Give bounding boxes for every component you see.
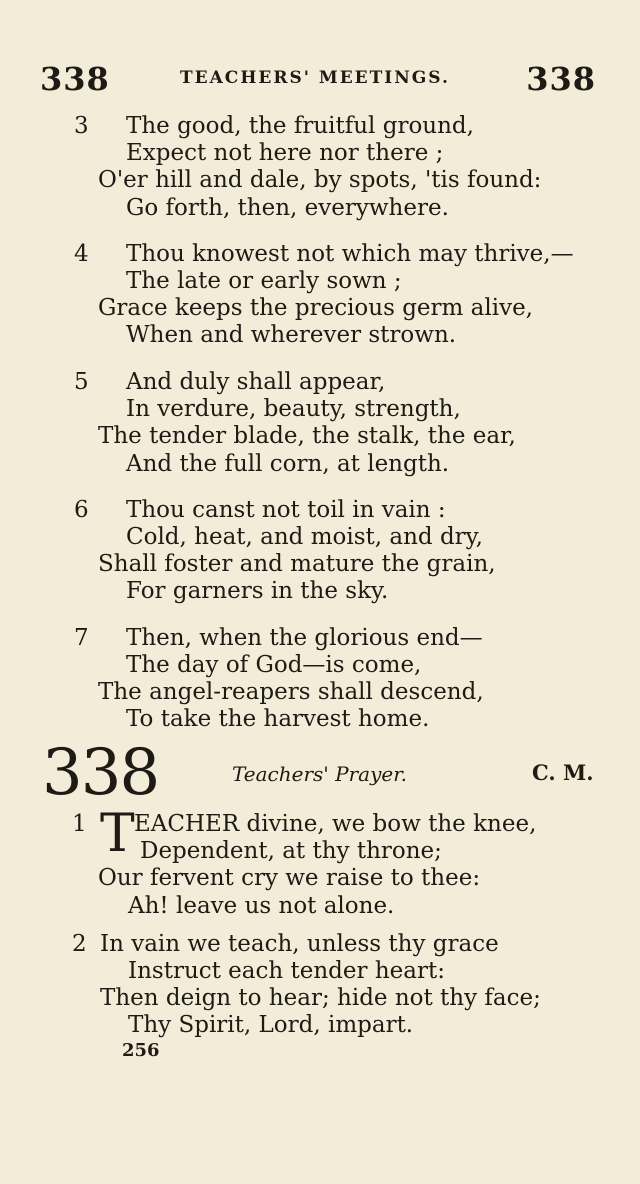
verse-line: EACHER divine, we bow the knee,	[134, 811, 537, 837]
verse-line: Cold, heat, and moist, and dry,	[126, 524, 483, 550]
hymn-heading	[0, 738, 640, 808]
page-header	[40, 60, 596, 100]
verse-line: The day of God—is come,	[126, 652, 422, 678]
drop-cap: T	[100, 804, 135, 864]
verse-line: Then deign to hear; hide not thy face;	[100, 985, 541, 1011]
stanza-number: 2	[72, 931, 87, 957]
verse-line: In vain we teach, unless thy grace	[100, 931, 499, 957]
stanza-number: 3	[74, 113, 89, 139]
verse-line: Then, when the glorious end—	[126, 625, 483, 651]
verse-line: The tender blade, the stalk, the ear,	[98, 423, 516, 449]
hymn-number: 338	[42, 736, 159, 810]
verse-line: When and wherever strown.	[126, 322, 457, 348]
verse-line: The good, the fruitful ground,	[126, 113, 474, 139]
verse-line: Ah! leave us not alone.	[128, 893, 395, 919]
stanza-number: 5	[74, 369, 89, 395]
verse-line: The late or early sown ;	[126, 268, 402, 294]
verse-line: Go forth, then, everywhere.	[126, 195, 449, 221]
hymn-title: Teachers' Prayer.	[232, 762, 407, 786]
verse-line: And the full corn, at length.	[126, 451, 450, 477]
verse-line: Thou canst not toil in vain :	[126, 497, 446, 523]
stanza-number: 7	[74, 625, 89, 651]
verse-line: Expect not here nor there ;	[126, 140, 444, 166]
verse-line: Thou knowest not which may thrive,—	[126, 241, 574, 267]
verse-line: In verdure, beauty, strength,	[126, 396, 461, 422]
running-title: TEACHERS' MEETINGS.	[180, 68, 450, 88]
verse-line: For garners in the sky.	[126, 578, 389, 604]
page-number-left: 338	[40, 60, 110, 98]
stanza-number: 4	[74, 241, 89, 267]
stanza-number: 1	[72, 811, 87, 837]
page-number-right: 338	[526, 60, 596, 98]
hymn-meter: C. M.	[532, 760, 594, 785]
verse-line: O'er hill and dale, by spots, 'tis found:	[98, 167, 542, 193]
stanza-number: 6	[74, 497, 89, 523]
verse-line: The angel-reapers shall descend,	[98, 679, 484, 705]
verse-line: Dependent, at thy throne;	[140, 838, 442, 864]
verse-line: Shall foster and mature the grain,	[98, 551, 496, 577]
verse-line: Instruct each tender heart:	[128, 958, 445, 984]
verse-line: Grace keeps the precious germ alive,	[98, 295, 533, 321]
verse-line: Thy Spirit, Lord, impart.	[128, 1012, 414, 1038]
verse-line: And duly shall appear,	[126, 369, 386, 395]
verse-line: To take the harvest home.	[126, 706, 430, 732]
verse-line: Our fervent cry we raise to thee:	[98, 865, 481, 891]
page-number-footer: 256	[122, 1040, 160, 1061]
